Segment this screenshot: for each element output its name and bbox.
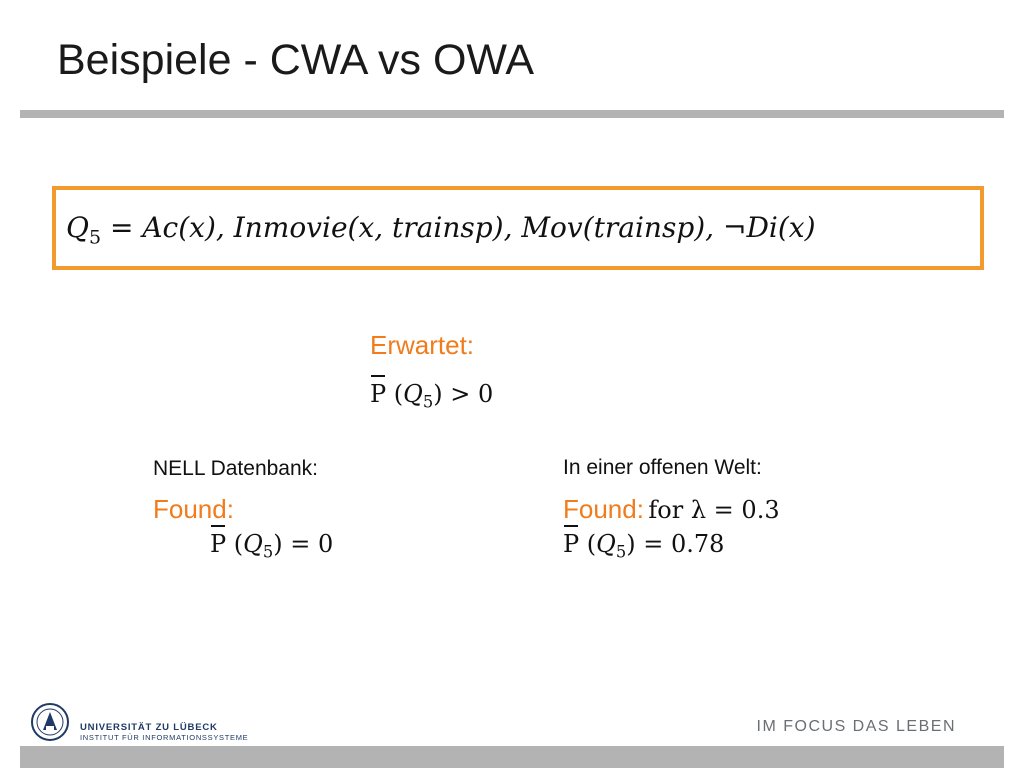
result-value: = 0.78 bbox=[635, 530, 725, 558]
open-world-found-line bbox=[563, 494, 780, 526]
q-subscript: 5 bbox=[262, 542, 274, 562]
formula-rhs: = Ac(x), Inmovie(x, trainsp), Mov(trainsp), ¬Di(x) bbox=[101, 211, 816, 244]
p-bar-symbol: P bbox=[563, 530, 580, 558]
footer-motto: IM FOCUS DAS LEBEN bbox=[756, 718, 956, 735]
close-paren: ) bbox=[433, 380, 443, 408]
result-value: = 0 bbox=[282, 530, 334, 558]
q-symbol: Q bbox=[66, 211, 89, 244]
q5-formula bbox=[66, 208, 816, 258]
p-bar-symbol: P bbox=[370, 380, 387, 408]
expected-expression bbox=[370, 378, 493, 419]
expected-label: Erwartet: bbox=[370, 330, 475, 360]
close-paren: ) bbox=[273, 530, 283, 558]
open-paren: ( bbox=[226, 530, 244, 558]
university-name: UNIVERSITÄT ZU LÜBECK bbox=[80, 722, 218, 733]
comparison: > 0 bbox=[442, 380, 494, 408]
institute-name: INSTITUT FÜR INFORMATIONSSYSTEME bbox=[80, 733, 249, 742]
open-paren: ( bbox=[579, 530, 597, 558]
open-world-result bbox=[563, 528, 724, 569]
slide-title: Beispiele - CWA vs OWA bbox=[57, 36, 535, 84]
open-paren: ( bbox=[386, 380, 404, 408]
title-divider bbox=[20, 110, 1004, 118]
lambda-condition: for λ = 0.3 bbox=[648, 496, 780, 524]
nell-result bbox=[210, 528, 333, 569]
q-subscript: 5 bbox=[88, 226, 102, 249]
open-world-found-label: Found: bbox=[563, 494, 644, 524]
q-symbol: Q bbox=[243, 530, 263, 558]
q-symbol: Q bbox=[596, 530, 616, 558]
footer-bar bbox=[20, 746, 1004, 768]
open-world-heading: In einer offenen Welt: bbox=[563, 456, 762, 479]
university-seal-icon bbox=[30, 700, 70, 744]
nell-heading: NELL Datenbank: bbox=[153, 457, 318, 480]
close-paren: ) bbox=[626, 530, 636, 558]
q-subscript: 5 bbox=[422, 392, 434, 412]
nell-found-label: Found: bbox=[153, 494, 234, 524]
formula-box bbox=[52, 186, 984, 270]
q-subscript: 5 bbox=[615, 542, 627, 562]
p-bar-symbol: P bbox=[210, 530, 227, 558]
q-symbol: Q bbox=[403, 380, 423, 408]
